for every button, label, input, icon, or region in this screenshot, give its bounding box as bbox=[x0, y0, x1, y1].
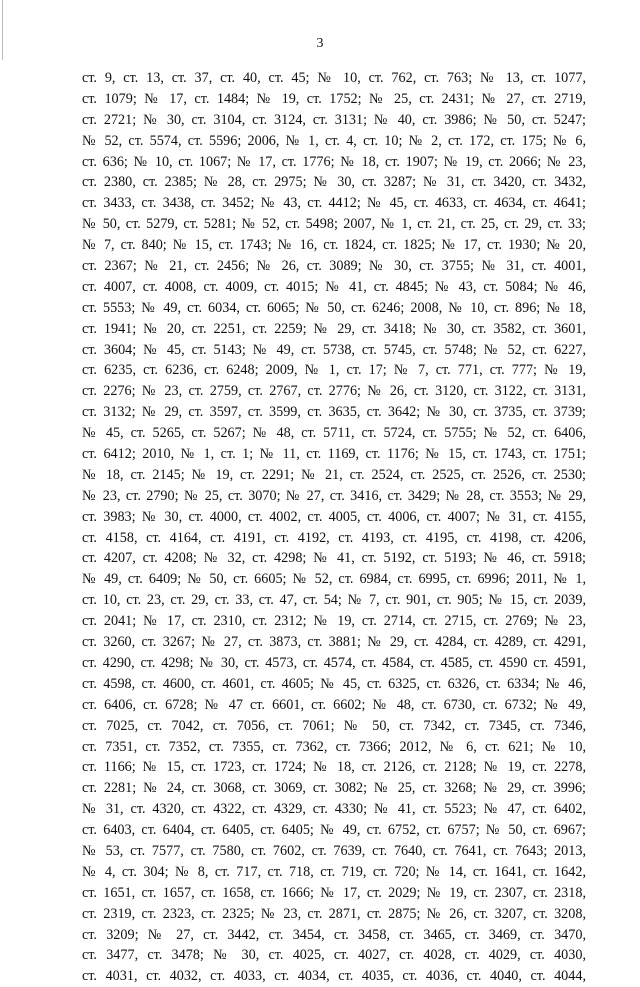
text-line: ст. 6403, ст. 6404, ст. 6405, ст. 6405; № 49, ст. 6752, ст. 6757; № 50, ст. 6967; bbox=[82, 822, 586, 839]
text-line: ст. 1079; № 17, ст. 1484; № 19, ст. 1752; № 25, ст. 2431; № 27, ст. 2719, bbox=[82, 90, 586, 107]
text-line: № 53, ст. 7577, ст. 7580, ст. 7602, ст. 7639, ст. 7640, ст. 7641, ст. 7643; 2013, bbox=[82, 842, 586, 859]
page-number: 3 bbox=[316, 36, 324, 51]
text-line: ст. 2367; № 21, ст. 2456; № 26, ст. 3089; № 30, ст. 3755; № 31, ст. 4001, bbox=[82, 258, 586, 275]
text-line: ст. 3209; № 27, ст. 3442, ст. 3454, ст. 3458, ст. 3465, ст. 3469, ст. 3470, bbox=[82, 926, 586, 943]
text-line: ст. 2276; № 23, ст. 2759, ст. 2767, ст. 2776; № 26, ст. 3120, ст. 3122, ст. 3131, bbox=[82, 383, 586, 400]
text-line: ст. 4031, ст. 4032, ст. 4033, ст. 4034, ст. 4035, ст. 4036, ст. 4040, ст. 4044, bbox=[82, 968, 586, 985]
text-line: ст. 2319, ст. 2323, ст. 2325; № 23, ст. 2871, ст. 2875; № 26, ст. 3207, ст. 3208, bbox=[82, 905, 586, 922]
text-line: ст. 4207, ст. 4208; № 32, ст. 4298; № 41, ст. 5192, ст. 5193; № 46, ст. 5918; bbox=[82, 550, 586, 567]
text-line: № 45, ст. 5265, ст. 5267; № 48, ст. 5711, ст. 5724, ст. 5755; № 52, ст. 6406, bbox=[82, 425, 586, 442]
text-line: ст. 1941; № 20, ст. 2251, ст. 2259; № 29, ст. 3418; № 30, ст. 3582, ст. 3601, bbox=[82, 320, 586, 337]
text-line: ст. 7025, ст. 7042, ст. 7056, ст. 7061; № 50, ст. 7342, ст. 7345, ст. 7346, bbox=[82, 717, 586, 734]
text-line: ст. 3260, ст. 3267; № 27, ст. 3873, ст. 3881; № 29, ст. 4284, ст. 4289, ст. 4291, bbox=[82, 634, 586, 651]
text-line: ст. 5553; № 49, ст. 6034, ст. 6065; № 50, ст. 6246; 2008, № 10, ст. 896; № 18, bbox=[82, 299, 586, 316]
text-line: ст. 2281; № 24, ст. 3068, ст. 3069, ст. 3082; № 25, ст. 3268; № 29, ст. 3996; bbox=[82, 780, 586, 797]
text-line: ст. 7351, ст. 7352, ст. 7355, ст. 7362, ст. 7366; 2012, № 6, ст. 621; № 10, bbox=[82, 738, 586, 755]
text-line: ст. 4007, ст. 4008, ст. 4009, ст. 4015; № 41, ст. 4845; № 43, ст. 5084; № 46, bbox=[82, 278, 586, 295]
text-line: № 50, ст. 5279, ст. 5281; № 52, ст. 5498; 2007, № 1, ст. 21, ст. 25, ст. 29, ст. 33; bbox=[82, 216, 586, 233]
text-line: № 49, ст. 6409; № 50, ст. 6605; № 52, ст. 6984, ст. 6995, ст. 6996; 2011, № 1, bbox=[82, 571, 586, 588]
text-line: № 23, ст. 2790; № 25, ст. 3070; № 27, ст. 3416, ст. 3429; № 28, ст. 3553; № 29, bbox=[82, 487, 586, 504]
text-line: ст. 4598, ст. 4600, ст. 4601, ст. 4605; № 45, ст. 6325, ст. 6326, ст. 6334; № 46, bbox=[82, 675, 586, 692]
text-line: № 7, ст. 840; № 15, ст. 1743; № 16, ст. 1824, ст. 1825; № 17, ст. 1930; № 20, bbox=[82, 237, 586, 254]
text-line: ст. 3433, ст. 3438, ст. 3452; № 43, ст. 4412; № 45, ст. 4633, ст. 4634, ст. 4641; bbox=[82, 195, 586, 212]
text-line: ст. 4290, ст. 4298; № 30, ст. 4573, ст. 4574, ст. 4584, ст. 4585, ст. 4590 ст. 4591, bbox=[82, 654, 586, 671]
text-line: ст. 2721; № 30, ст. 3104, ст. 3124, ст. 3131; № 40, ст. 3986; № 50, ст. 5247; bbox=[82, 111, 586, 128]
text-line: ст. 1651, ст. 1657, ст. 1658, ст. 1666; № 17, ст. 2029; № 19, ст. 2307, ст. 2318, bbox=[82, 884, 586, 901]
text-line: ст. 10, ст. 23, ст. 29, ст. 33, ст. 47, ст. 54; № 7, ст. 901, ст. 905; № 15, ст. 2039, bbox=[82, 592, 586, 609]
text-line: ст. 2380, ст. 2385; № 28, ст. 2975; № 30, ст. 3287; № 31, ст. 3420, ст. 3432, bbox=[82, 174, 586, 191]
text-line: № 18, ст. 2145; № 19, ст. 2291; № 21, ст. 2524, ст. 2525, ст. 2526, ст. 2530; bbox=[82, 466, 586, 483]
text-line: № 31, ст. 4320, ст. 4322, ст. 4329, ст. 4330; № 41, ст. 5523; № 47, ст. 6402, bbox=[82, 801, 586, 818]
text-line: ст. 4158, ст. 4164, ст. 4191, ст. 4192, ст. 4193, ст. 4195, ст. 4198, ст. 4206, bbox=[82, 529, 586, 546]
text-line: ст. 9, ст. 13, ст. 37, ст. 40, ст. 45; № 10, ст. 762, ст. 763; № 13, ст. 1077, bbox=[82, 70, 586, 86]
text-line: ст. 2041; № 17, ст. 2310, ст. 2312; № 19, ст. 2714, ст. 2715, ст. 2769; № 23, bbox=[82, 613, 586, 630]
text-line: ст. 1166; № 15, ст. 1723, ст. 1724; № 18, ст. 2126, ст. 2128; № 19, ст. 2278, bbox=[82, 759, 586, 776]
text-line: ст. 3604; № 45, ст. 5143; № 49, ст. 5738, ст. 5745, ст. 5748; № 52, ст. 6227, bbox=[82, 341, 586, 358]
text-line: ст. 3477, ст. 3478; № 30, ст. 4025, ст. 4027, ст. 4028, ст. 4029, ст. 4030, bbox=[82, 947, 586, 964]
document-body bbox=[82, 68, 586, 987]
text-line: ст. 6235, ст. 6236, ст. 6248; 2009, № 1, ст. 17; № 7, ст. 771, ст. 777; № 19, bbox=[82, 362, 586, 379]
text-line: № 52, ст. 5574, ст. 5596; 2006, № 1, ст. 4, ст. 10; № 2, ст. 172, ст. 175; № 6, bbox=[82, 132, 586, 149]
text-line: ст. 6412; 2010, № 1, ст. 1; № 11, ст. 1169, ст. 1176; № 15, ст. 1743, ст. 1751; bbox=[82, 446, 586, 463]
text-line: ст. 3983; № 30, ст. 4000, ст. 4002, ст. 4005, ст. 4006, ст. 4007; № 31, ст. 4155, bbox=[82, 508, 586, 525]
text-line: № 4, ст. 304; № 8, ст. 717, ст. 718, ст. 719, ст. 720; № 14, ст. 1641, ст. 1642, bbox=[82, 863, 586, 880]
text-line: ст. 6406, ст. 6728; № 47 ст. 6601, ст. 6602; № 48, ст. 6730, ст. 6732; № 49, bbox=[82, 696, 586, 713]
text-line: ст. 636; № 10, ст. 1067; № 17, ст. 1776; № 18, ст. 1907; № 19, ст. 2066; № 23, bbox=[82, 153, 586, 170]
text-line: ст. 3132; № 29, ст. 3597, ст. 3599, ст. 3635, ст. 3642; № 30, ст. 3735, ст. 3739; bbox=[82, 404, 586, 421]
